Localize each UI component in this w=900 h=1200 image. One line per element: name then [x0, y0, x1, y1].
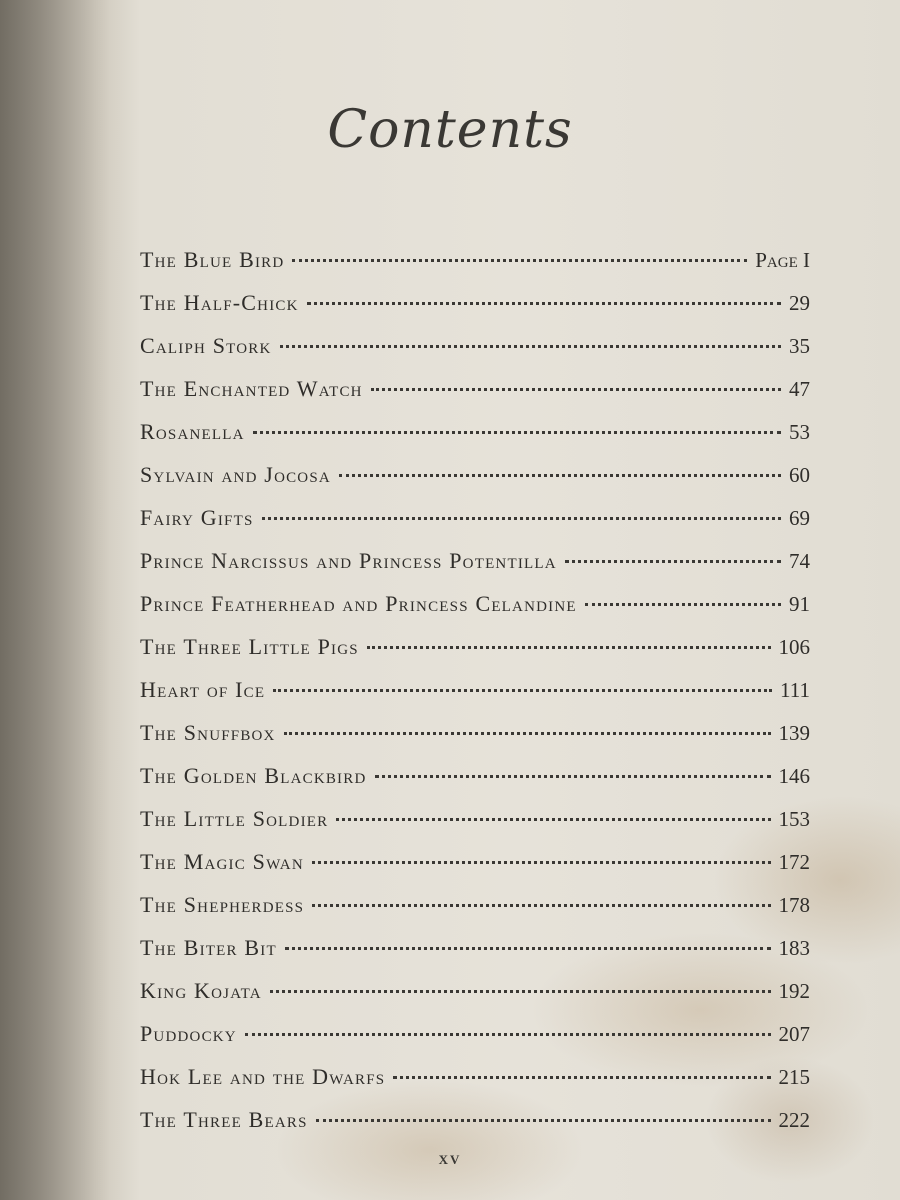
toc-entry-title: The Three Little Pigs [140, 634, 359, 659]
toc-entry [140, 668, 810, 711]
toc-entry [140, 969, 810, 1012]
dot-leader [284, 732, 771, 735]
toc-entry [140, 539, 810, 582]
gutter-shadow [0, 0, 110, 1200]
toc-entry [140, 410, 810, 453]
dot-leader [285, 947, 771, 950]
toc-entry-page: 192 [778, 979, 810, 1003]
toc-entry [140, 1055, 810, 1098]
toc-entry-page: 106 [778, 635, 810, 659]
toc-entry [140, 797, 810, 840]
toc-entry-page: Page I [755, 248, 810, 272]
toc-entry-title: Sylvain and Jocosa [140, 462, 331, 487]
toc-entry-page: 146 [778, 764, 810, 788]
dot-leader [367, 646, 771, 649]
toc-entry-page: 172 [778, 850, 810, 874]
dot-leader [339, 474, 781, 477]
toc-entry-title: The Golden Blackbird [140, 763, 367, 788]
page-folio: xv [438, 1148, 462, 1169]
toc-entry-page: 53 [789, 420, 810, 444]
toc-entry [140, 281, 810, 324]
toc-entry-page: 222 [778, 1108, 810, 1132]
toc-entry-title: The Enchanted Watch [140, 376, 363, 401]
dot-leader [336, 818, 770, 821]
toc-entry-title: The Magic Swan [140, 849, 304, 874]
toc-entry-page: 60 [789, 463, 810, 487]
toc-entry [140, 238, 810, 281]
toc-entry-title: Prince Narcissus and Princess Potentilla [140, 548, 557, 573]
dot-leader [307, 302, 781, 305]
toc-entry-title: Hok Lee and the Dwarfs [140, 1064, 386, 1089]
dot-leader [280, 345, 781, 348]
toc-entry [140, 926, 810, 969]
dot-leader [245, 1033, 771, 1036]
toc-entry [140, 840, 810, 883]
toc-entry [140, 883, 810, 926]
toc-entry [140, 453, 810, 496]
toc-entry-title: The Half-Chick [140, 290, 299, 315]
toc-entry-page: 91 [789, 592, 810, 616]
dot-leader [371, 388, 781, 391]
toc-entry [140, 367, 810, 410]
dot-leader [292, 259, 747, 262]
toc-entry-title: King Kojata [140, 978, 262, 1003]
toc-entry [140, 1012, 810, 1055]
toc-entry-page: 139 [778, 721, 810, 745]
toc-entry [140, 582, 810, 625]
toc-entry-title: The Shepherdess [140, 892, 305, 917]
toc-entry [140, 1098, 810, 1141]
toc-entry [140, 754, 810, 797]
toc-entry-title: Fairy Gifts [140, 505, 254, 530]
toc-entry [140, 324, 810, 367]
toc-entry-page: 29 [789, 291, 810, 315]
toc-entry [140, 711, 810, 754]
toc-entry [140, 625, 810, 668]
toc-entry-page: 74 [789, 549, 810, 573]
dot-leader [312, 904, 770, 907]
dot-leader [585, 603, 781, 606]
toc-entry-page: 111 [780, 678, 810, 702]
toc-entry-title: The Blue Bird [140, 247, 285, 272]
toc-entry-page: 69 [789, 506, 810, 530]
toc-entry-title: The Biter Bit [140, 935, 277, 960]
toc-entry [140, 496, 810, 539]
toc-entry-page: 183 [778, 936, 810, 960]
toc-entry-title: The Snuffbox [140, 720, 276, 745]
dot-leader [273, 689, 772, 692]
dot-leader [312, 861, 771, 864]
toc-entry-page: 47 [789, 377, 810, 401]
toc-entry-page: 178 [778, 893, 810, 917]
toc-entry-title: Caliph Stork [140, 333, 272, 358]
toc-entry-page: 35 [789, 334, 810, 358]
dot-leader [375, 775, 771, 778]
toc-entry-title: Prince Featherhead and Princess Celandine [140, 591, 577, 616]
toc-entry-title: The Little Soldier [140, 806, 329, 831]
toc-entry-page: 207 [778, 1022, 810, 1046]
dot-leader [316, 1119, 771, 1122]
toc-entry-title: Puddocky [140, 1021, 237, 1046]
dot-leader [393, 1076, 770, 1079]
toc-entry-page: 153 [778, 807, 810, 831]
page-heading: Contents [327, 100, 573, 160]
toc-entry-title: Rosanella [140, 419, 245, 444]
table-of-contents [140, 238, 810, 1141]
toc-entry-title: The Three Bears [140, 1107, 308, 1132]
dot-leader [270, 990, 771, 993]
toc-entry-page: 215 [778, 1065, 810, 1089]
dot-leader [565, 560, 781, 563]
dot-leader [253, 431, 781, 434]
dot-leader [262, 517, 781, 520]
toc-entry-title: Heart of Ice [140, 677, 266, 702]
